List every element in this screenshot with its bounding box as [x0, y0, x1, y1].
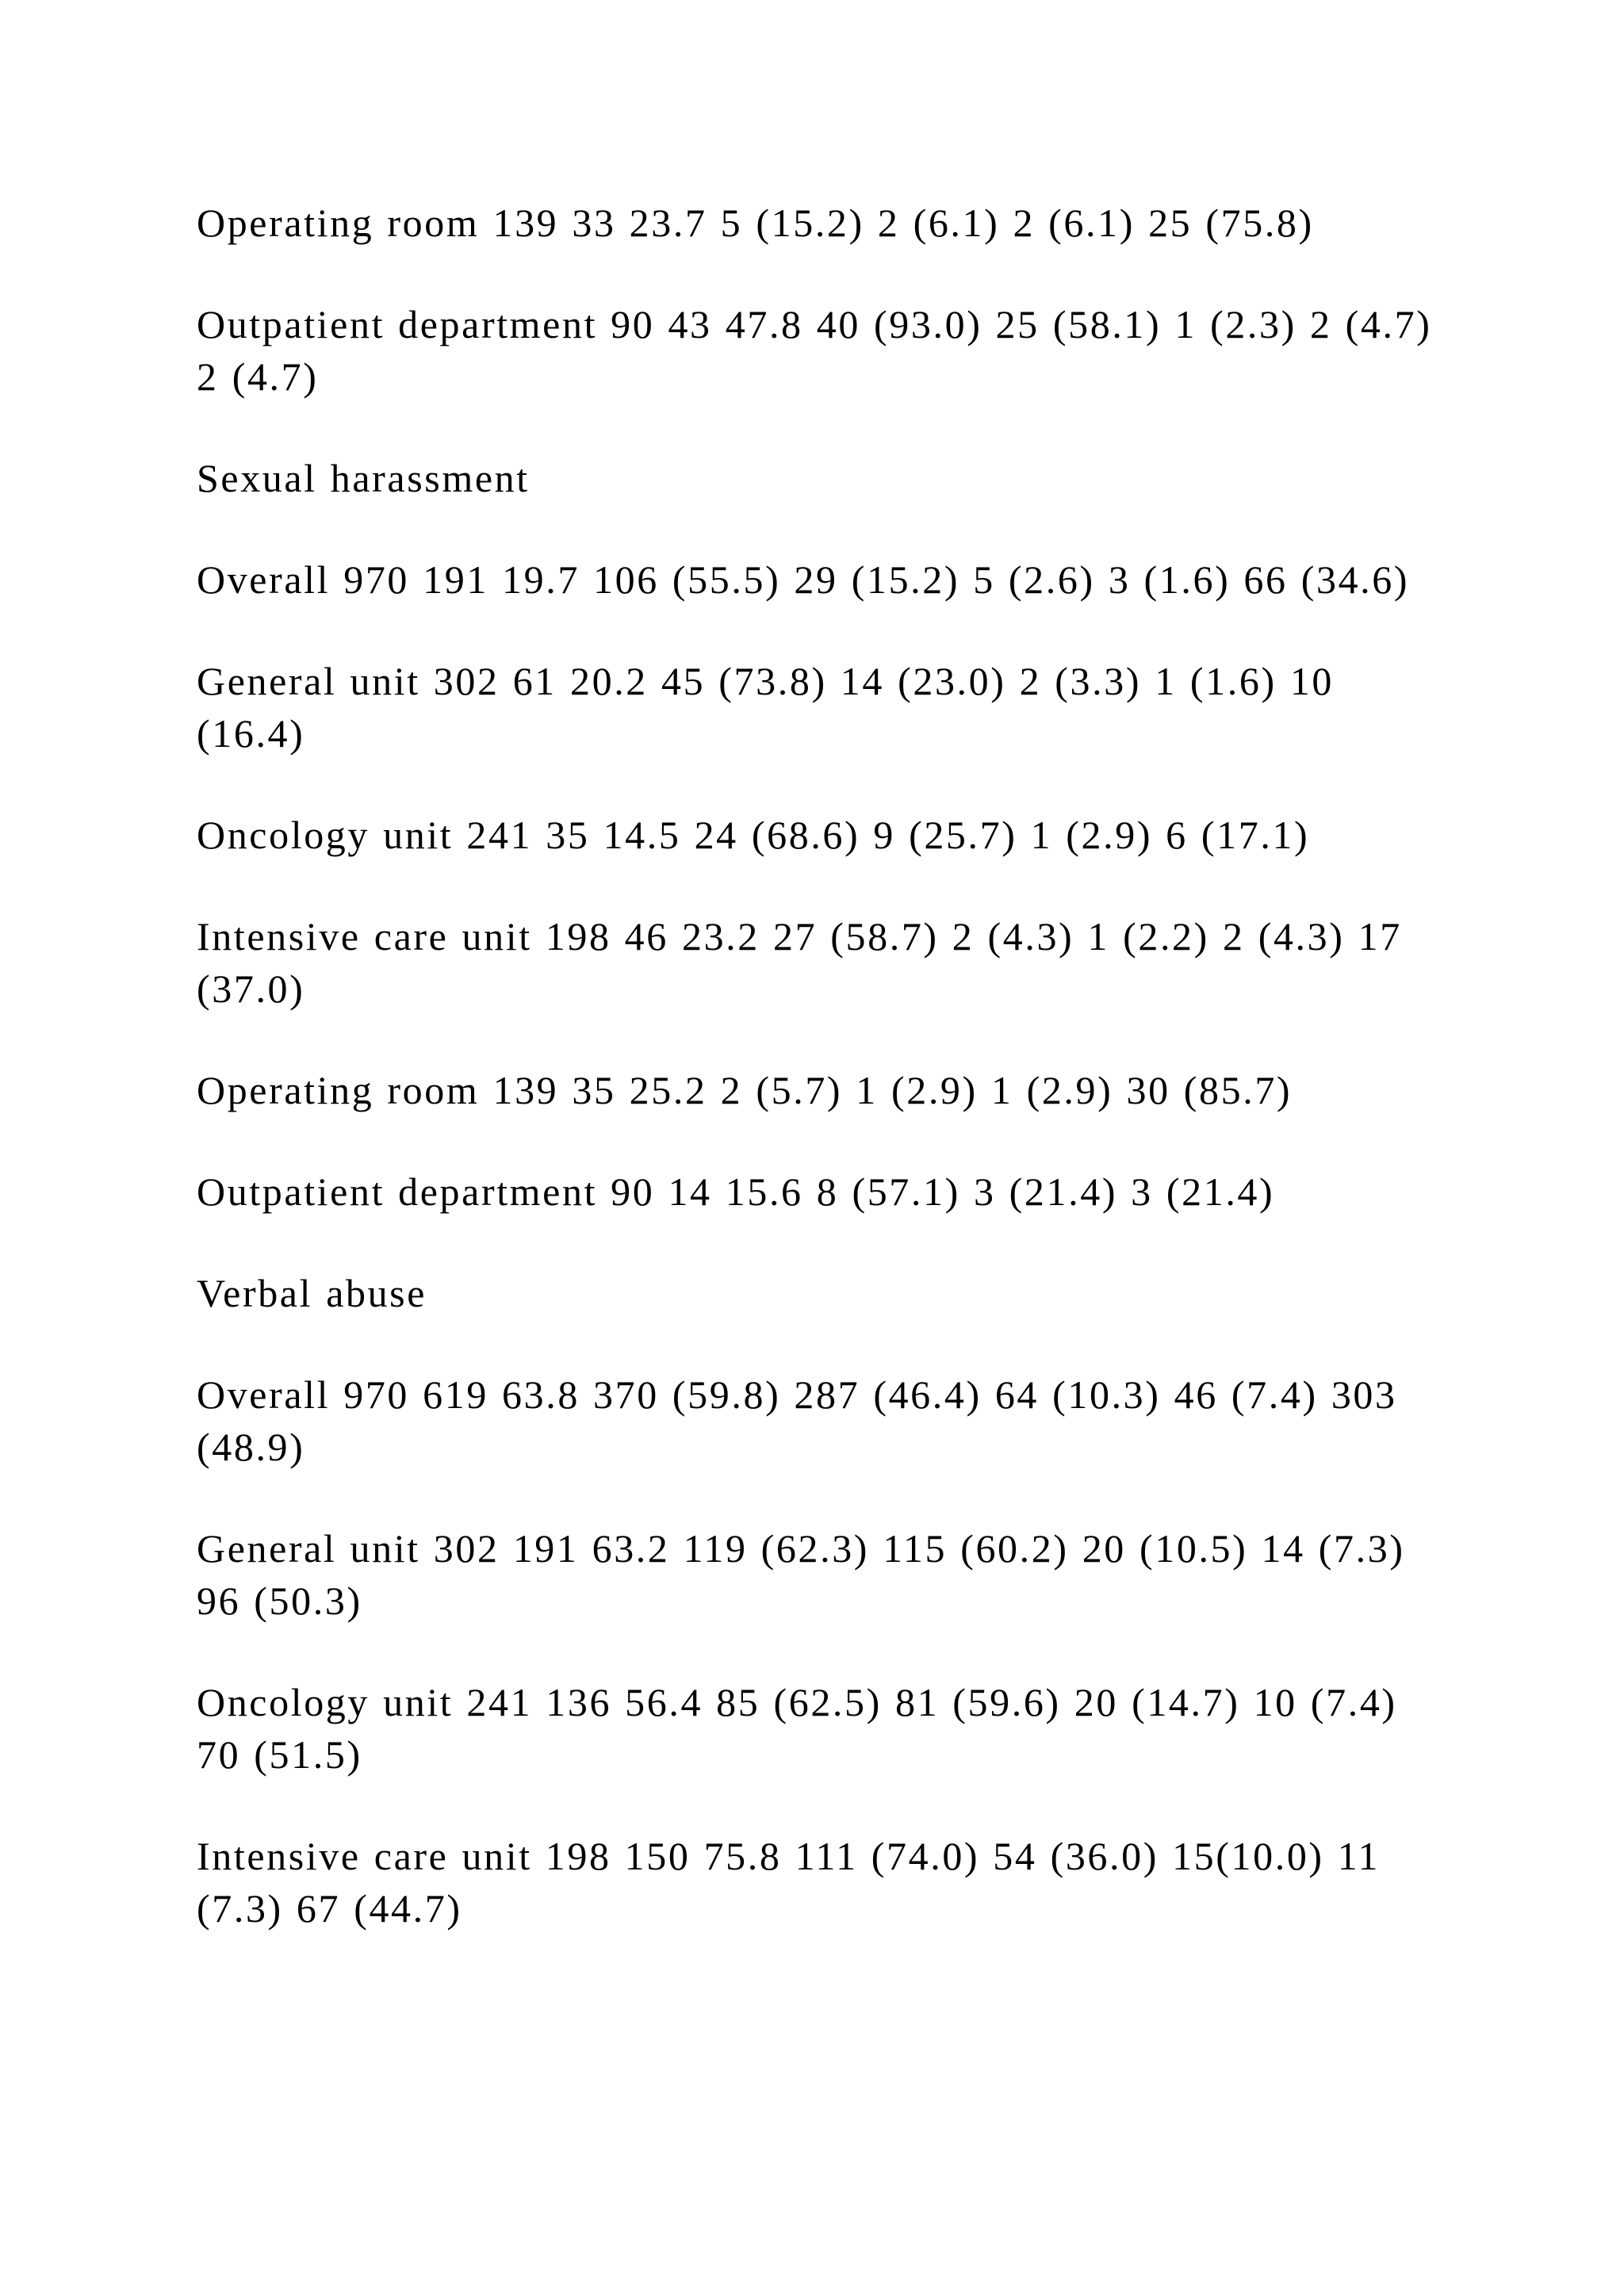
section-heading-sexual-harassment: Sexual harassment	[197, 456, 530, 500]
row-overall-sexual-harassment: Overall 970 191 19.7 106 (55.5) 29 (15.2) 5 (2.6) 3 (1.6) 66 (34.6)	[197, 557, 1410, 602]
section-heading-verbal-abuse: Verbal abuse	[197, 1271, 427, 1315]
row-operating-room-physical: Operating room 139 33 23.7 5 (15.2) 2 (6.1) 2 (6.1) 25 (75.8)	[197, 201, 1314, 245]
row-intensive-care-unit-sexual-harassment: Intensive care unit 198 46 23.2 27 (58.7) 2 (4.3) 1 (2.2) 2 (4.3) 17 (37.0)	[197, 914, 1402, 1011]
document-body	[197, 197, 1450, 1984]
row-general-unit-sexual-harassment: General unit 302 61 20.2 45 (73.8) 14 (23.0) 2 (3.3) 1 (1.6) 10 (16.4)	[197, 659, 1335, 756]
row-outpatient-department-physical: Outpatient department 90 43 47.8 40 (93.0) 25 (58.1) 1 (2.3) 2 (4.7) 2 (4.7)	[197, 302, 1432, 399]
row-overall-verbal-abuse: Overall 970 619 63.8 370 (59.8) 287 (46.4) 64 (10.3) 46 (7.4) 303 (48.9)	[197, 1372, 1397, 1469]
row-operating-room-sexual-harassment: Operating room 139 35 25.2 2 (5.7) 1 (2.9) 1 (2.9) 30 (85.7)	[197, 1068, 1293, 1112]
row-oncology-unit-sexual-harassment: Oncology unit 241 35 14.5 24 (68.6) 9 (25.7) 1 (2.9) 6 (17.1)	[197, 813, 1310, 857]
row-outpatient-department-sexual-harassment: Outpatient department 90 14 15.6 8 (57.1) 3 (21.4) 3 (21.4)	[197, 1169, 1275, 1214]
row-general-unit-verbal-abuse: General unit 302 191 63.2 119 (62.3) 115 (60.2) 20 (10.5) 14 (7.3) 96 (50.3)	[197, 1526, 1405, 1623]
row-intensive-care-unit-verbal-abuse: Intensive care unit 198 150 75.8 111 (74.0) 54 (36.0) 15(10.0) 11 (7.3) 67 (44.7)	[197, 1834, 1381, 1931]
row-oncology-unit-verbal-abuse: Oncology unit 241 136 56.4 85 (62.5) 81 (59.6) 20 (14.7) 10 (7.4) 70 (51.5)	[197, 1680, 1397, 1777]
